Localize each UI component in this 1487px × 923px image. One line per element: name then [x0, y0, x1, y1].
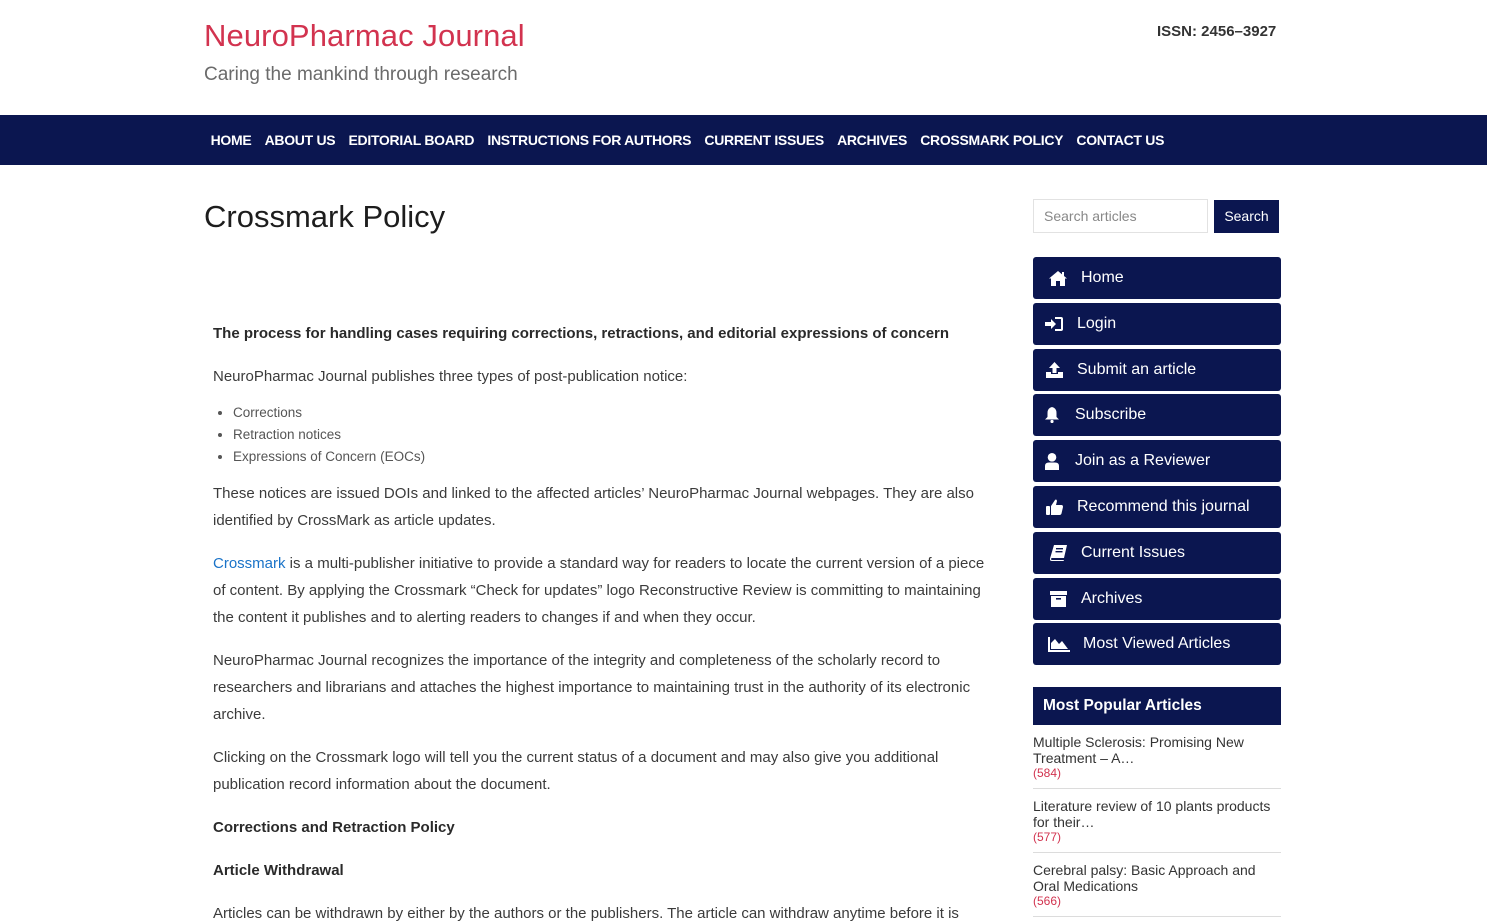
search-button[interactable]: Search: [1214, 200, 1279, 233]
popular-article-item[interactable]: [1033, 789, 1281, 853]
list-item: • Retraction notices: [233, 424, 993, 446]
sidebar-item-archives[interactable]: [1033, 578, 1281, 620]
integrity-paragraph: NeuroPharmac Journal recognizes the importance of the integrity and completeness of the scholarly record to researchers and librarians and attaches the highest importance to maintaining trust in the authority of its electronic archive.: [213, 652, 971, 723]
article-body: [213, 320, 993, 923]
section-heading-corrections: Corrections and Retraction Policy: [213, 819, 455, 836]
most-popular-articles: [1033, 687, 1281, 917]
search-input[interactable]: [1033, 199, 1208, 233]
popular-article-title[interactable]: Cerebral palsy: Basic Approach and Oral Medications: [1033, 862, 1256, 895]
nav-list: [204, 115, 1171, 165]
book-icon: [1047, 544, 1069, 562]
popular-article-count: (577): [1033, 830, 1062, 845]
popular-article-item[interactable]: [1033, 725, 1281, 789]
intro-paragraph: NeuroPharmac Journal publishes three types of post-publication notice:: [213, 368, 688, 385]
main-navbar: [0, 115, 1487, 165]
site-title[interactable]: NeuroPharmac Journal: [204, 18, 525, 53]
sidebar-item-label: Login: [1077, 314, 1117, 332]
sidebar-item-label: Subscribe: [1075, 406, 1147, 424]
sidebar-menu: [1033, 257, 1281, 665]
nav-item-instructions-for-authors[interactable]: INSTRUCTIONS FOR AUTHORS: [487, 132, 692, 148]
nav-item-archives[interactable]: ARCHIVES: [837, 132, 908, 148]
nav-item-home[interactable]: HOME: [210, 132, 252, 148]
area-chart-icon: [1047, 635, 1071, 653]
archive-icon: [1047, 590, 1069, 608]
site-tagline: Caring the mankind through research: [204, 64, 518, 85]
crossmark-paragraph-text: is a multi-publisher initiative to provide a standard way for readers to locate the current version of a piece of content. By applying the Crossmark “Check for updates” logo Reconstructive Review is committing to maintaining the content it publishes and to alerting readers to changes if and when they occur.: [213, 555, 985, 626]
sidebar-item-label: Recommend this journal: [1077, 497, 1250, 515]
most-popular-heading: Most Popular Articles: [1033, 687, 1281, 725]
nav-item-current-issues[interactable]: CURRENT ISSUES: [704, 132, 824, 148]
notice-types-list: [233, 402, 993, 468]
sidebar-item-current-issues[interactable]: [1033, 532, 1281, 574]
thumbs-up-icon: [1043, 498, 1065, 516]
dois-paragraph: These notices are issued DOIs and linked to the affected articles’ NeuroPharmac Journal webpages. They are also identified by CrossMark as article updates.: [213, 485, 974, 529]
sidebar-item-label: Home: [1081, 269, 1124, 286]
clicking-paragraph: Clicking on the Crossmark logo will tell you the current status of a document and may also give you additional publication record information about the document.: [213, 749, 939, 793]
sidebar-item-label: Archives: [1081, 589, 1143, 607]
section-heading-withdrawal: Article Withdrawal: [213, 862, 344, 879]
sidebar-item-home[interactable]: [1033, 257, 1281, 299]
user-icon: [1041, 452, 1063, 470]
site-header: [0, 0, 1487, 115]
sidebar-item-submit-article[interactable]: [1033, 349, 1281, 391]
bell-icon: [1041, 406, 1063, 424]
sidebar-item-label: Submit an article: [1077, 360, 1197, 378]
sidebar-item-label: Most Viewed Articles: [1083, 635, 1231, 653]
section-heading-process: The process for handling cases requiring corrections, retractions, and editorial expressions of concern: [213, 325, 950, 342]
nav-item-editorial-board[interactable]: EDITORIAL BOARD: [348, 132, 475, 148]
sidebar-item-label: Current Issues: [1081, 543, 1186, 561]
sidebar-item-recommend-journal[interactable]: [1033, 486, 1281, 528]
popular-article-item[interactable]: [1033, 853, 1281, 917]
sidebar-item-subscribe[interactable]: [1033, 394, 1281, 436]
list-item: • Corrections: [233, 402, 993, 424]
search-form: [1033, 199, 1281, 233]
sidebar-item-most-viewed[interactable]: [1033, 623, 1281, 665]
upload-icon: [1043, 361, 1065, 379]
nav-item-crossmark-policy[interactable]: CROSSMARK POLICY: [920, 132, 1064, 148]
crossmark-link[interactable]: Crossmark: [213, 555, 286, 572]
popular-article-count: (584): [1033, 766, 1062, 781]
sidebar-item-login[interactable]: [1033, 303, 1281, 345]
sidebar-item-join-reviewer[interactable]: [1033, 440, 1281, 482]
sidebar: [1033, 199, 1281, 917]
page-title: Crossmark Policy: [204, 199, 446, 234]
popular-article-title[interactable]: Multiple Sclerosis: Promising New Treatment – A…: [1033, 734, 1244, 767]
popular-article-title[interactable]: Literature review of 10 plants products for their…: [1033, 798, 1271, 831]
crossmark-paragraph: [213, 550, 993, 631]
list-item: • Expressions of Concern (EOCs): [233, 446, 993, 468]
popular-article-count: (566): [1033, 894, 1062, 909]
sidebar-item-label: Join as a Reviewer: [1075, 452, 1211, 470]
nav-item-contact-us[interactable]: CONTACT US: [1076, 132, 1165, 148]
nav-item-about-us[interactable]: ABOUT US: [264, 132, 336, 148]
issn-label: ISSN: 2456–3927: [1157, 23, 1277, 40]
sign-in-icon: [1043, 315, 1065, 333]
home-icon: [1047, 269, 1069, 287]
withdrawal-paragraph: Articles can be withdrawn by either by the authors or the publishers. The article can withdraw anytime before it is: [213, 905, 959, 922]
